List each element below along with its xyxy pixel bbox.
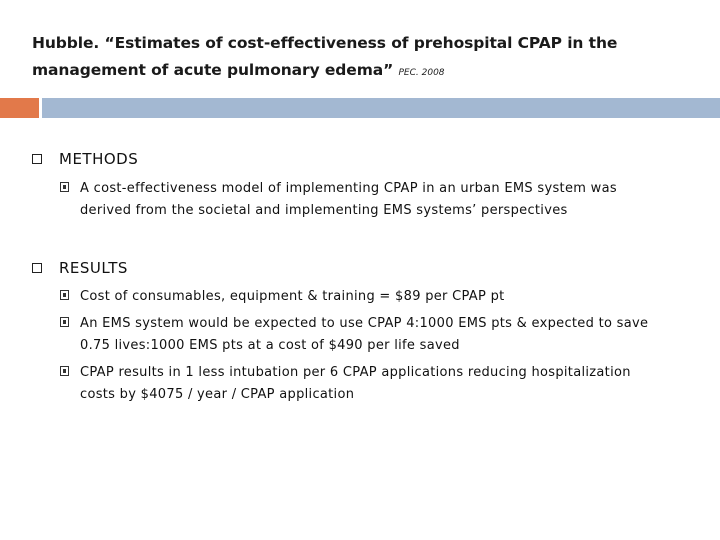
list-item bbox=[60, 313, 670, 357]
slide-title-text: Hubble. “Estimates of cost-effectiveness of prehospital CPAP in the management of acute pulmonary edema” bbox=[32, 34, 618, 79]
accent-bar-blue bbox=[42, 98, 720, 118]
slide-title bbox=[32, 30, 692, 87]
citation-text: PEC. 2008 bbox=[398, 68, 445, 78]
section-methods bbox=[32, 150, 138, 168]
section-results bbox=[32, 259, 128, 277]
list-item-text: A cost-effectiveness model of implementing CPAP in an urban EMS system was derived from the societal and implementing EMS systems’ perspectives bbox=[80, 181, 617, 218]
hollow-square-bullet-icon bbox=[32, 263, 42, 273]
hollow-square-bullet-icon bbox=[32, 154, 42, 164]
list-item bbox=[60, 178, 670, 222]
list-item-text: An EMS system would be expected to use CPAP 4:1000 EMS pts & expected to save 0.75 lives:1000 EMS pts at a cost of $490 per life saved bbox=[80, 316, 649, 353]
square-bullet-icon bbox=[60, 182, 69, 192]
accent-bar-orange bbox=[0, 98, 39, 118]
square-bullet-icon bbox=[60, 290, 69, 300]
section-heading-results: RESULTS bbox=[59, 259, 128, 277]
section-heading-methods: METHODS bbox=[59, 150, 139, 168]
list-item-text: Cost of consumables, equipment & training = $89 per CPAP pt bbox=[80, 289, 505, 304]
list-item bbox=[60, 362, 670, 406]
list-item bbox=[60, 286, 670, 308]
square-bullet-icon bbox=[60, 317, 69, 327]
list-item-text: CPAP results in 1 less intubation per 6 CPAP applications reducing hospitalization costs by $4075 / year / CPAP application bbox=[80, 365, 631, 402]
square-bullet-icon bbox=[60, 366, 69, 376]
